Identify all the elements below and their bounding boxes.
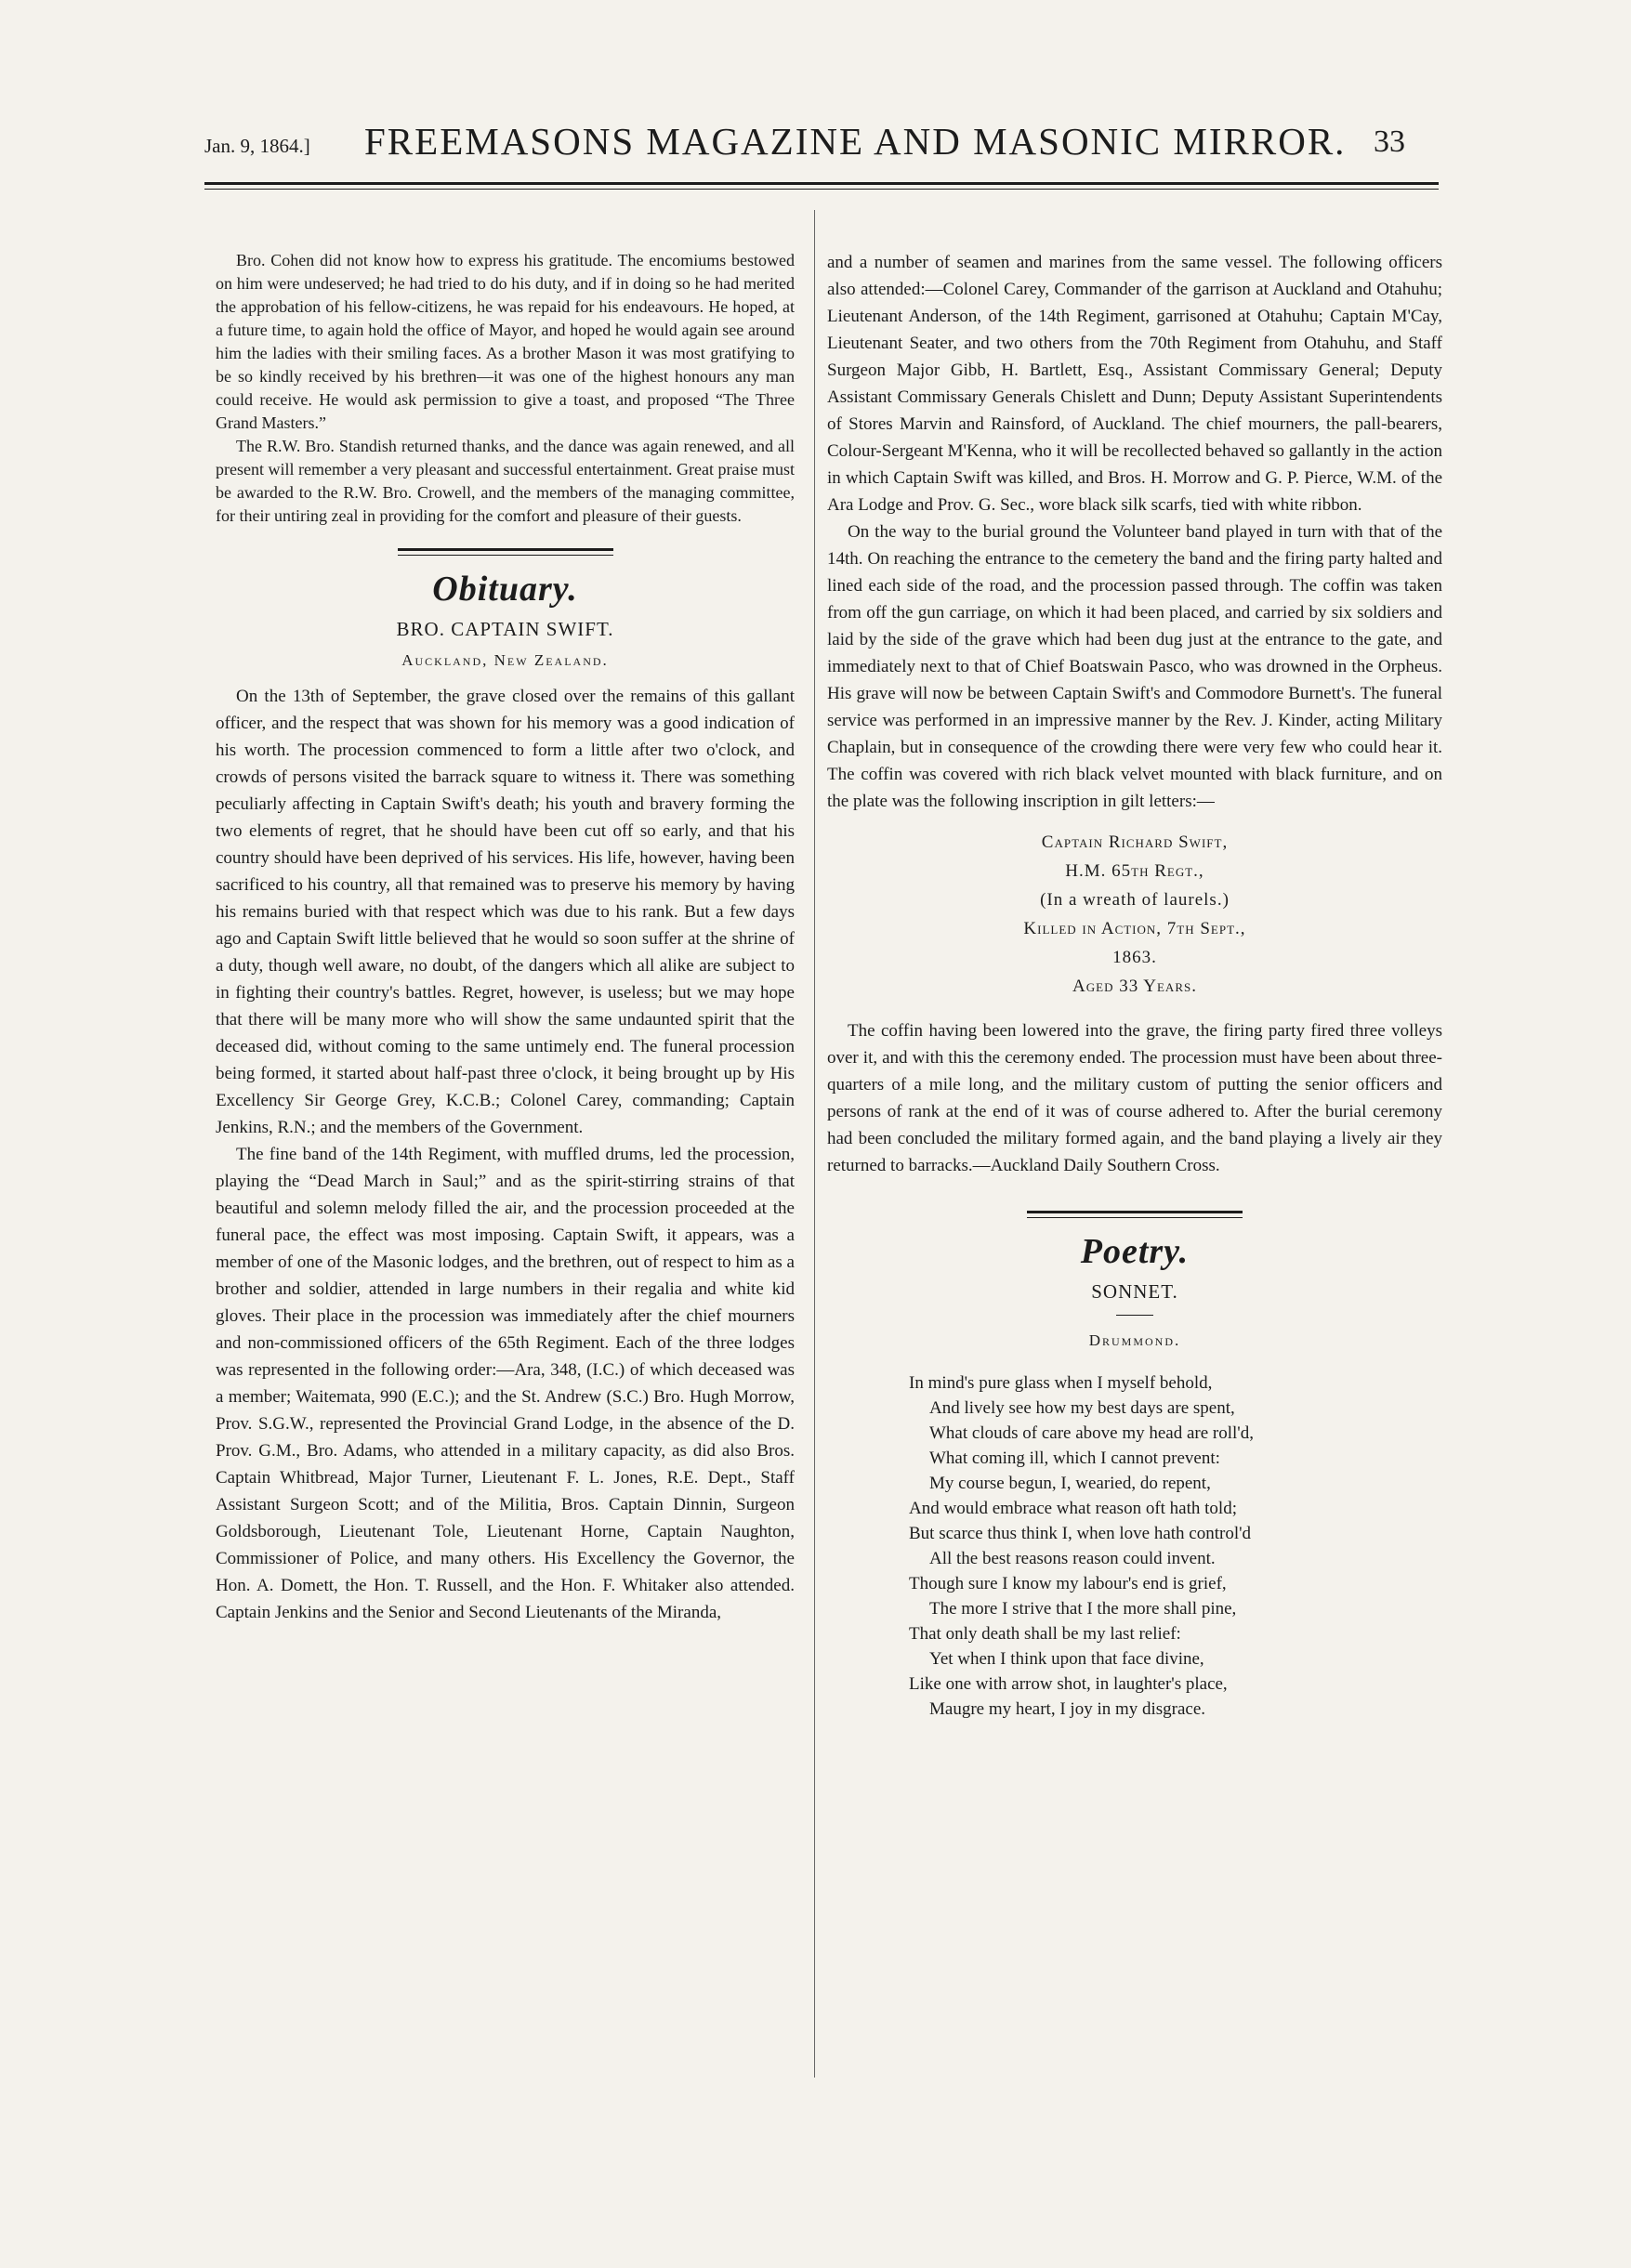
inscription-line: H.M. 65th Regt.,	[1065, 861, 1204, 881]
article-dateline: Auckland, New Zealand.	[401, 651, 609, 669]
header-rule-thin	[204, 189, 1439, 190]
section-separator	[1027, 1211, 1243, 1218]
column-divider	[814, 210, 815, 2078]
paragraph: The coffin having been lowered into the grave, the firing party fired three volleys over it, and with this the ceremony ended. The procession must have been about three-quarters of a mile long, and the military custom of putting the senior officers and persons of rank at the end of it was of course adhered to. After the burial ceremony had been concluded the military formed again, and the band playing a lively air they returned to barracks.—Auckland Daily Southern Cross.	[827, 1021, 1442, 1175]
inscription-line: Captain Richard Swift,	[1041, 832, 1229, 852]
inscription-line: (In a wreath of laurels.)	[1040, 890, 1230, 910]
article-title: BRO. CAPTAIN SWIFT.	[396, 618, 614, 640]
poem-line: All the best reasons reason could invent.	[929, 1549, 1216, 1568]
poem-line: But scarce thus think I, when love hath control'd	[909, 1524, 1252, 1543]
poem-line: The more I strive that I the more shall pine,	[929, 1599, 1237, 1619]
poem-line: In mind's pure glass when I myself behold,	[909, 1373, 1213, 1393]
poem-line: What coming ill, which I cannot prevent:	[929, 1449, 1220, 1468]
continued-article	[216, 249, 795, 528]
header-rule	[204, 182, 1439, 185]
right-column	[827, 249, 1442, 1722]
section-separator	[398, 548, 613, 556]
section-title-poetry: Poetry.	[1080, 1232, 1190, 1271]
poem-line: And would embrace what reason oft hath told;	[909, 1499, 1237, 1518]
poem-line: Like one with arrow shot, in laughter's place,	[909, 1674, 1228, 1694]
issue-date: Jan. 9, 1864.]	[204, 135, 310, 157]
poem-line: My course begun, I, wearied, do repent,	[929, 1474, 1211, 1493]
page-header	[0, 0, 1631, 204]
poem-author: Drummond.	[1088, 1331, 1181, 1349]
coffin-inscription	[827, 828, 1442, 1001]
poem-line: Though sure I know my labour's end is grief,	[909, 1574, 1227, 1593]
title-rule	[1116, 1315, 1153, 1316]
left-column	[216, 249, 795, 1626]
poem-line: Yet when I think upon that face divine,	[929, 1649, 1204, 1669]
poem-title: SONNET.	[1091, 1280, 1178, 1303]
paragraph: On the 13th of September, the grave closed over the remains of this gallant officer, and the respect that was shown for his memory was a good indication of his worth. The procession commenced to form a little after two o'clock, and crowds of persons visited the barrack square to witness it. There was something peculiarly affecting in Captain Swift's death; his youth and bravery forming the two elements of regret, that he should have been cut off so early, and that his country should have been deprived of his services. His life, however, having been sacrificed to his country, all that remained was to preserve his memory by having his remains buried with that respect which was due to his rank. But a few days ago and Captain Swift little believed that he would so soon suffer at the shrine of a duty, though well aware, no doubt, of the dangers which all alike are subject to in fighting their country's battles. Regret, however, is useless; but we may hope that there will be many more who will show the same undaunted spirit that the deceased did, without coming to the same untimely end. The funeral procession being formed, it started about half-past three o'clock, it being brought up by His Excellency Sir George Grey, K.C.B.; Colonel Carey, commanding; Captain Jenkins, R.N.; and the members of the Government.	[216, 687, 795, 1137]
inscription-line: Aged 33 Years.	[1072, 977, 1197, 996]
section-title-obituary: Obituary.	[432, 570, 578, 609]
paragraph: and a number of seamen and marines from the same vessel. The following officers also attended:—Colonel Carey, Commander of the garrison at Auckland and Otahuhu; Lieutenant Anderson, of the 14th Regiment, garrisoned at Otahuhu; Captain M'Cay, Lieutenant Seater, and two others from the 70th Regiment from Otahuhu, and Staff Surgeon Major Gibb, H. Bartlett, Esq., Assistant Commissary General; Deputy Assistant Commissary Generals Chislett and Dunn; Deputy Assistant Superintendents of Stores Marvin and Rainsford, of Auckland. The chief mourners, the pall-bearers, Colour-Sergeant M'Kenna, who it will be recollected behaved so gallantly in the action in which Captain Swift was killed, and Bros. H. Morrow and G. P. Pierce, W.M. of the Ara Lodge and Prov. G. Sec., wore black silk scarfs, tied with white ribbon.	[827, 253, 1442, 515]
paragraph: The fine band of the 14th Regiment, with muffled drums, led the procession, playing the “Dead March in Saul;” and as the spirit-stirring strains of that beautiful and solemn melody filled the air, and the procession proceeded at the funeral pace, the effect was most imposing. Captain Swift, it appears, was a member of one of the Masonic lodges, and the brethren, out of respect to him as a brother and soldier, attended in large numbers in their regalia and white kid gloves. Their place in the procession was immediately after the chief mourners and non-commissioned officers of the 65th Regiment. Each of the three lodges was represented in the following order:—Ara, 348, (I.C.) of which deceased was a member; Waitemata, 990 (E.C.); and the St. Andrew (S.C.) Bro. Hugh Morrow, Prov. S.G.W., represented the Provincial Grand Lodge, in the absence of the D. Prov. G.M., Bro. Adams, who attended in a military capacity, as did also Bros. Captain Whitbread, Major Turner, Lieutenant F. L. Jones, R.E. Dept., Staff Assistant Surgeon Scott; and of the Militia, Bros. Captain Dinnin, Surgeon Goldsborough, Lieutenant Tole, Lieutenant Horne, Captain Naughton, Commissioner of Police, and many others. His Excellency the Governor, the Hon. A. Domett, the Hon. T. Russell, and the Hon. F. Whitaker also attended. Captain Jenkins and the Senior and Second Lieutenants of the Miranda,	[216, 1145, 795, 1622]
paragraph: On the way to the burial ground the Volunteer band played in turn with that of the 14th. On reaching the entrance to the cemetery the band and the firing party halted and lined each side of the road, and the procession passed through. The coffin was taken from off the gun carriage, on which it had been placed, and carried by six soldiers and laid by the side of the grave which had been dug just at the entrance to the gate, and immediately next to that of Chief Boatswain Pasco, who was drowned in the Orpheus. His grave will now be between Captain Swift's and Commodore Burnett's. The funeral service was performed in an impressive manner by the Rev. J. Kinder, acting Military Chaplain, but in consequence of the crowding there were very few who could hear it. The coffin was covered with rich black velvet mounted with black furniture, and on the plate was the following inscription in gilt letters:—	[827, 522, 1442, 811]
poem-line: What clouds of care above my head are roll'd,	[929, 1423, 1254, 1443]
inscription-line: 1863.	[1112, 948, 1157, 967]
poem-line: And lively see how my best days are spent,	[929, 1398, 1235, 1418]
poem-line: Maugre my heart, I joy in my disgrace.	[929, 1699, 1206, 1719]
paragraph: Bro. Cohen did not know how to express his gratitude. The encomiums bestowed on him were undeserved; he had tried to do his duty, and if in doing so he had merited the approbation of his fellow-citizens, he was repaid for his endeavours. He hoped, at a future time, to again hold the office of Mayor, and hoped he would again see around him the ladies with their smiling faces. As a brother Mason it was most gratifying to be so kindly received by his brethren—it was one of the highest honours any man could receive. He would ask permission to give a toast, and proposed “The Three Grand Masters.”	[216, 251, 795, 432]
page-number: 33	[1374, 125, 1405, 159]
inscription-line: Killed in Action, 7th Sept.,	[1023, 919, 1246, 938]
masthead-title: FREEMASONS MAGAZINE AND MASONIC MIRROR.	[364, 120, 1347, 163]
poem-line: That only death shall be my last relief:	[909, 1624, 1181, 1644]
paragraph: The R.W. Bro. Standish returned thanks, and the dance was again renewed, and all present will remember a very pleasant and successful entertainment. Great praise must be awarded to the R.W. Bro. Crowell, and the members of the managing committee, for their untiring zeal in providing for the comfort and pleasure of their guests.	[216, 437, 795, 525]
poem-body	[909, 1370, 1442, 1722]
